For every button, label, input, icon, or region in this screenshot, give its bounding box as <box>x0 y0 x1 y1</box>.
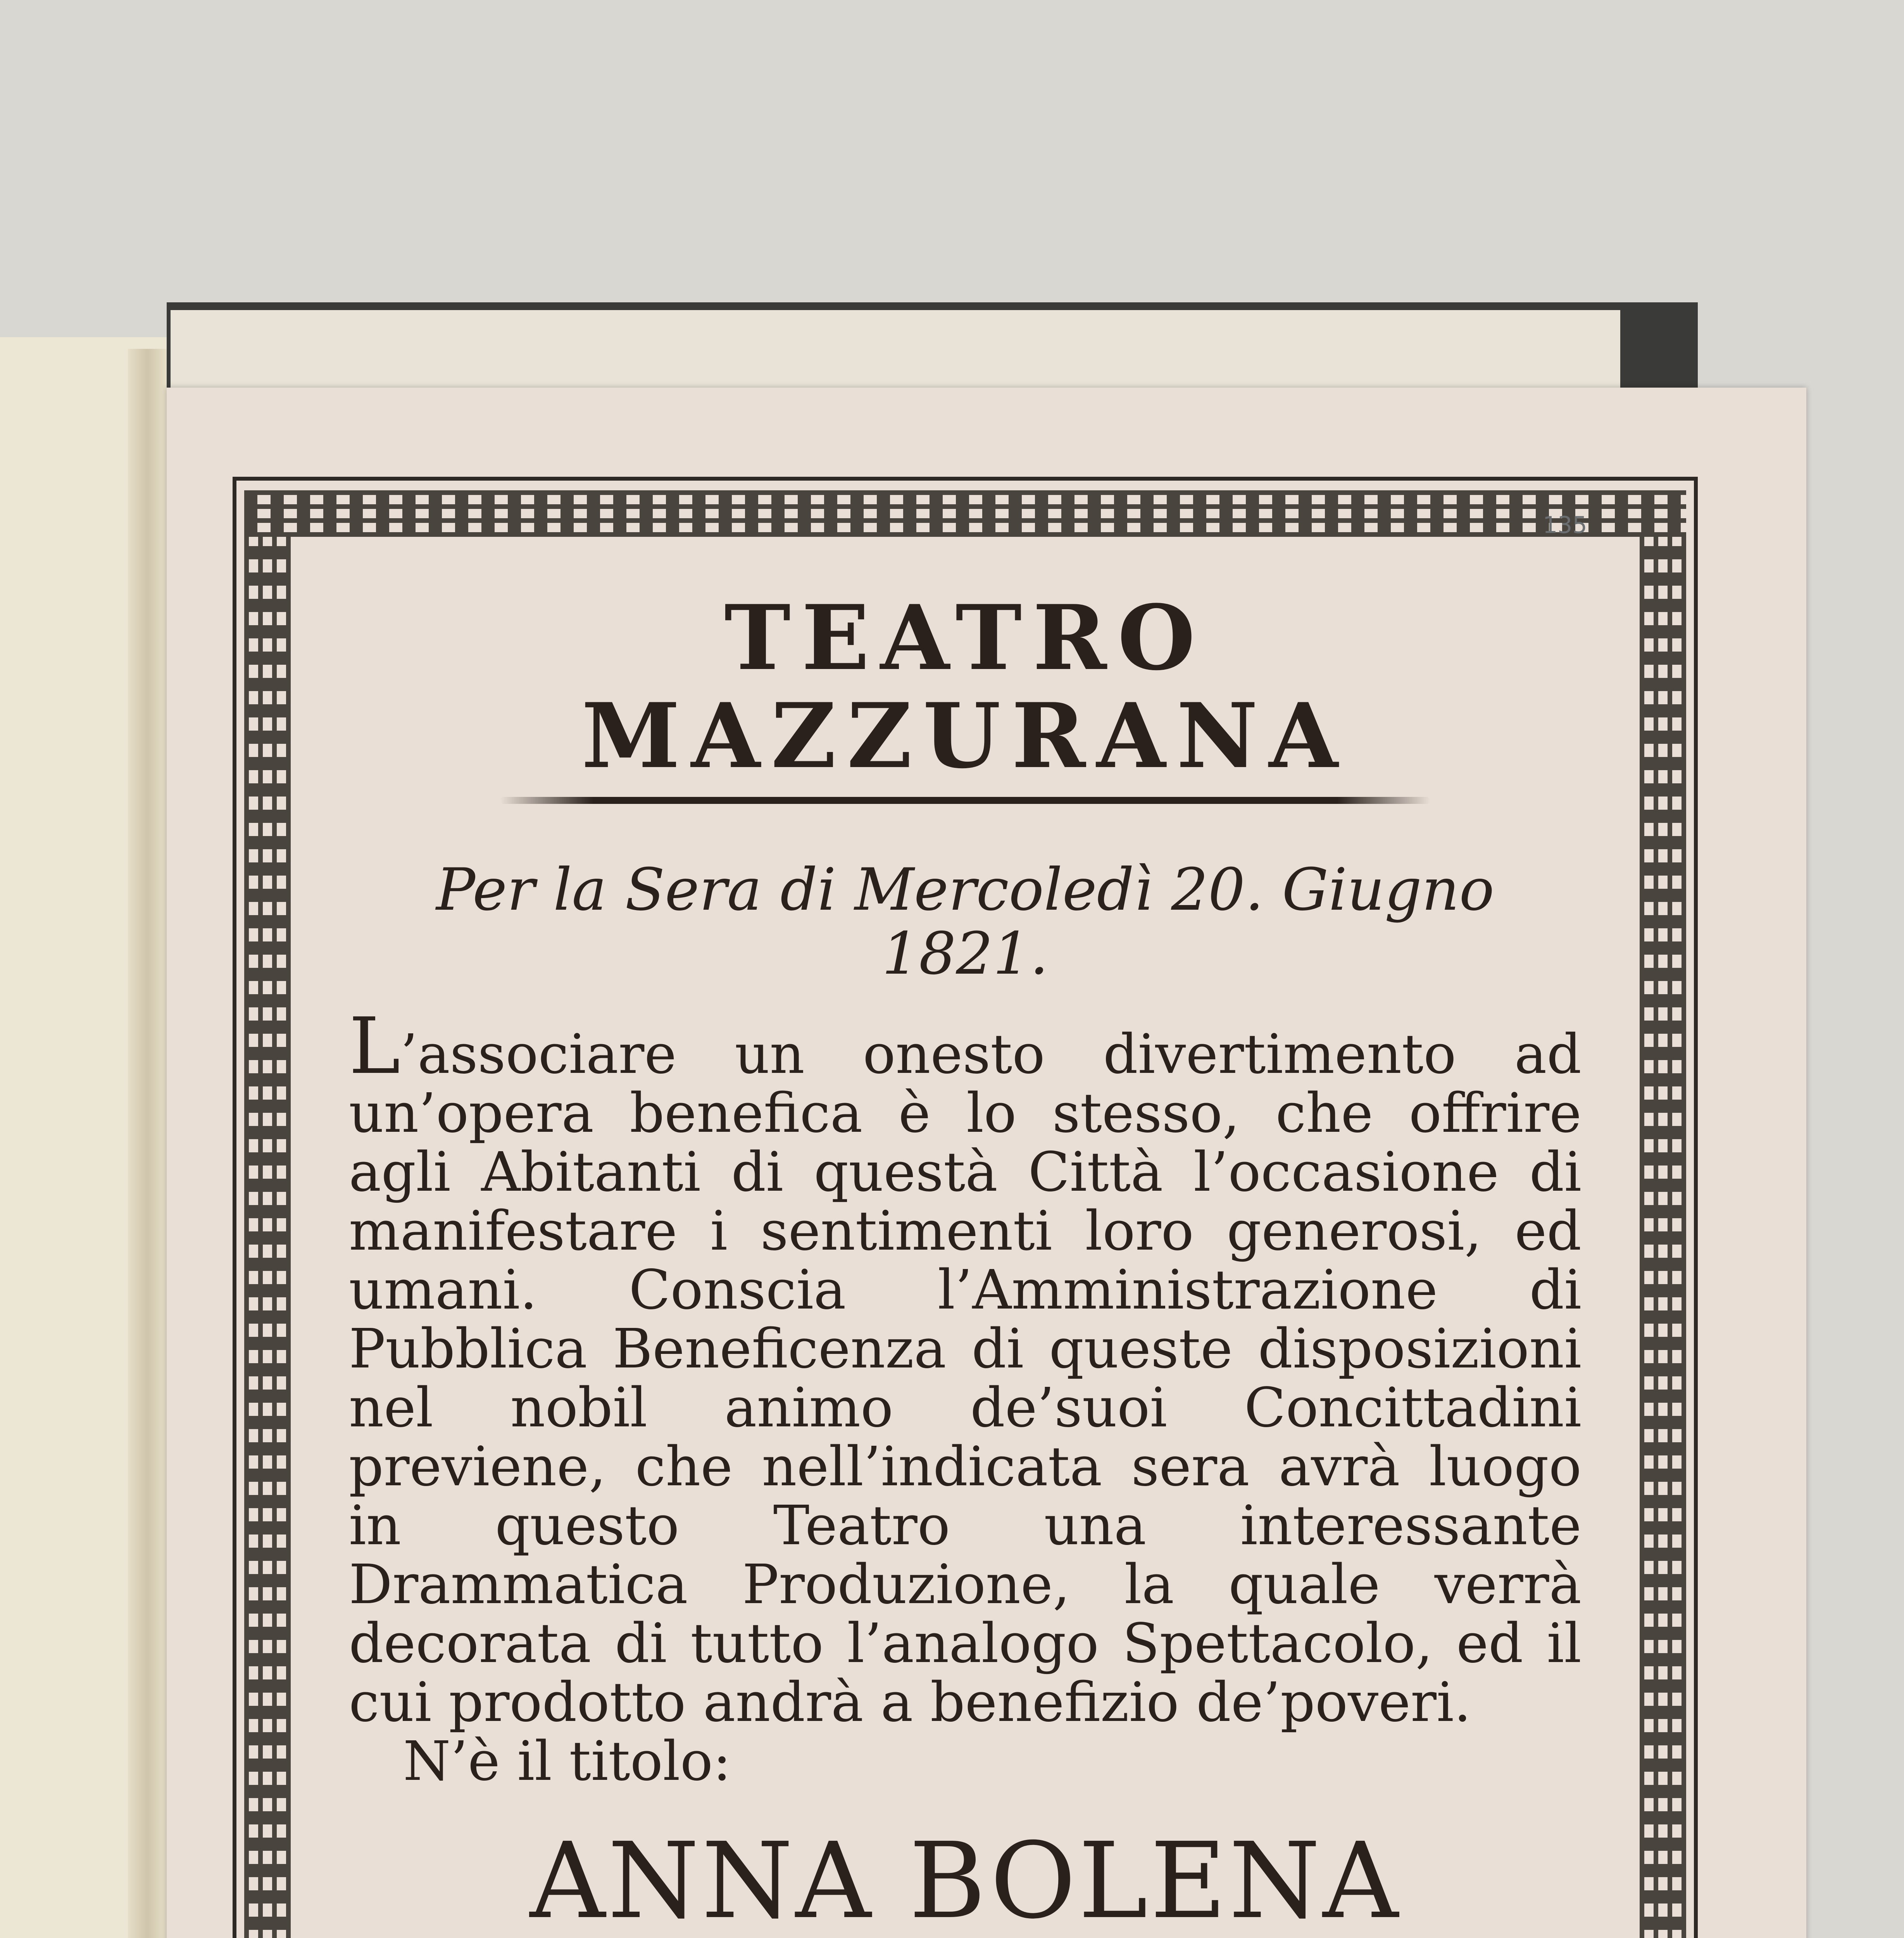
intro-title: N’è il titolo: <box>403 1730 731 1793</box>
theatre-title: TEATRO MAZZURANA <box>581 586 1349 788</box>
date-line: Per la Sera di Mercoledì 20. Giugno 1821. <box>436 856 1494 988</box>
book-gutter <box>128 349 167 1938</box>
playbill-content <box>349 586 1581 1938</box>
play-title-main: ANNA BOLENA <box>529 1820 1401 1938</box>
paragraph-1 <box>349 1001 1581 1734</box>
title-rule <box>500 797 1430 804</box>
ornament-band-left <box>244 537 291 1938</box>
playbill-sheet <box>167 388 1806 1938</box>
paragraph-1-text: ’associare un onesto divertimento ad un’opera benefica è lo stesso, che offrire agli Abitanti di questà Città l’occasione di manifestare i sentimenti loro generosi, ed umani. Conscia l’Amministrazione di Pubblica Beneficenza di queste disposizioni nel nobil animo de’suoi Concittadini previene, che nell’indicata sera avrà luogo in questo Teatro una interessante Drammatica Produzione, la quale verrà decorata di tutto l’analogo Spettacolo, ed il cui prodotto andrà a benefizio de’poveri. <box>349 1023 1581 1734</box>
drop-cap: L <box>349 1001 400 1091</box>
folio-number: 135 <box>1543 512 1587 539</box>
ornament-band-right <box>1640 537 1686 1938</box>
ornament-band-top <box>244 490 1686 537</box>
